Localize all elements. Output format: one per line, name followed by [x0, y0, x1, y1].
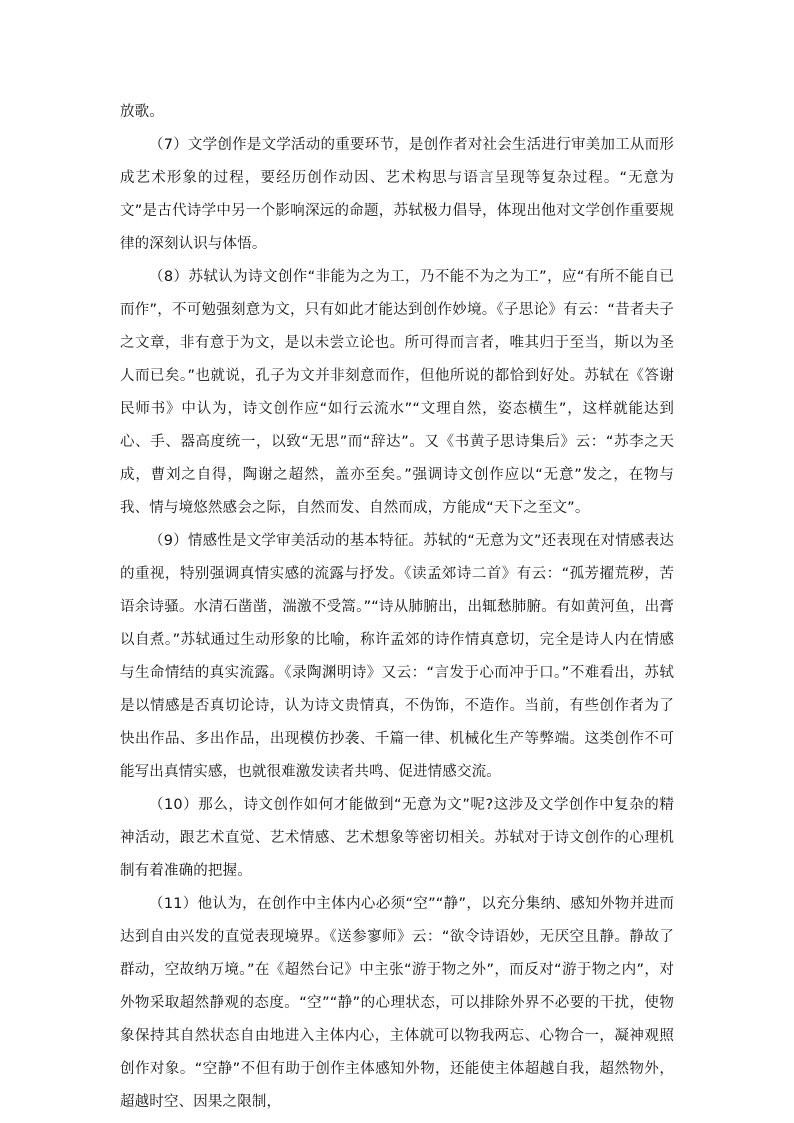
- paragraph-10: （10）那么，诗文创作如何才能做到“无意为文”呢?这涉及文学创作中复杂的精神活动，跟艺术直觉、艺术情感、艺术想象等密切相关。苏轼对于诗文创作的心理机制有着准确的把握。: [120, 797, 674, 879]
- document-page: [120, 96, 674, 1119]
- paragraph-8: （8）苏轼认为诗文创作“非能为之为工，乃不能不为之为工”，应“有所不能自已而作”，不可勉强刻意为文，只有如此才能达到创作妙境。《子思论》有云：“昔者夫子之文章，非有意于为文，是以未尝立论也。所可得而言者，唯其归于至当，斯以为圣人而已矣。”也就说，孔子为文并非刻意而作，但他所说的都恰到好处。苏轼在《答谢民师书》中认为，诗文创作应“如行云流水”“文理自然，姿态横生”，这样就能达到心、手、器高度统一，以致“无思”而“辞达”。又《书黄子思诗集后》云：“苏李之天成，曹刘之自得，陶谢之超然，盖亦至矣。”强调诗文创作应以“无意”发之，在物与我、情与境悠然感会之际，自然而发、自然而成，方能成“天下之至文”。: [120, 269, 674, 516]
- paragraph-11: （11）他认为，在创作中主体内心必须“空”“静”，以充分集纳、感知外物并进而达到自由兴发的直觉表现境界。《送参寥师》云：“欲令诗语妙，无厌空且静。静故了群动，空故纳万境。”在《超然台记》中主张“游于物之外”，而反对“游于物之内”，对外物采取超然静观的态度。“空”“静”的心理状态，可以排除外界不必要的干扰，使物象保持其自然状态自由地进入主体内心，主体就可以物我两忘、心物合一，凝神观照创作对象。“空静”不但有助于创作主体感知外物，还能使主体超越自我，超然物外，超越时空、因果之限制，: [120, 896, 674, 1110]
- paragraph-9: （9）情感性是文学审美活动的基本特征。苏轼的“无意为文”还表现在对情感表达的重视，特别强调真情实感的流露与抒发。《读孟郊诗二首》有云：“孤芳擢荒秽，苦语余诗骚。水清石凿凿，湍激不受篙。”“诗从肺腑出，出辄愁肺腑。有如黄河鱼，出膏以自煮。”苏轼通过生动形象的比喻，称许孟郊的诗作情真意切，完全是诗人内在情感与生命情结的真实流露。《录陶渊明诗》又云：“言发于心而冲于口。”不难看出，苏轼是以情感是否真切论诗，认为诗文贵情真，不伪饰，不造作。当前，有些创作者为了快出作品、多出作品，出现模仿抄袭、千篇一律、机械化生产等弊端。这类创作不可能写出真情实感，也就很难激发读者共鸣、促进情感交流。: [120, 533, 674, 780]
- paragraph-7: （7）文学创作是文学活动的重要环节，是创作者对社会生活进行审美加工从而形成艺术形象的过程，要经历创作动因、艺术构思与语言呈现等复杂过程。“无意为文”是古代诗学中另一个影响深远的命题，苏轼极力倡导，体现出他对文学创作重要规律的深刻认识与体悟。: [120, 137, 674, 252]
- paragraph-6-continuation: 放歌。: [120, 104, 164, 120]
